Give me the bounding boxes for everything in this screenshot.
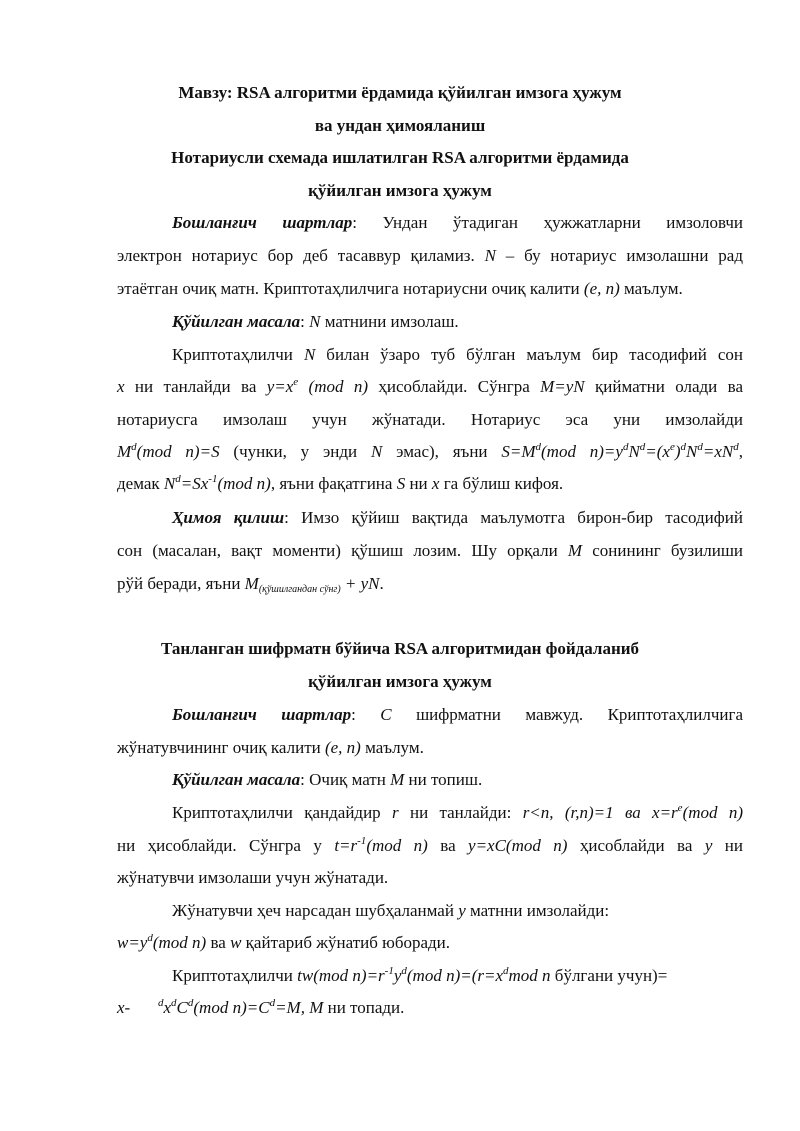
s2-para2-line2: $w=y^d(mod$ n) ва w қайтариб жўнатиб юборади. [117,932,451,952]
s1-para-line5: демак $N^d=Sx^{-1}(mod$ n), яъни фақатгина S ни x га бўлиш кифоя. [117,473,564,493]
section1-heading: Нотариусли схемада ишлатилган RSA алгоритми ёрдамида [171,148,629,167]
section2-heading: Танланган шифрматн бўйича RSA алгоритмидан фойдаланиб [160,639,640,658]
s1-conditions-line2: электрон нотариус бор деб тасаввур қиламиз. N – бу нотариус имзолашни рад [117,246,743,265]
s1-para-line2: x ни танлайди ва $y=x^e$ (mod n) ҳисоблайди. Сўнгра M=yN қийматни олади ва [117,376,743,396]
section2-heading-cont: қўйилган имзога ҳужум [308,672,492,691]
s1-para-line1: Криптотаҳлилчи N билан ўзаро туб бўлган маълум бир тасодифий сон [172,345,743,364]
s2-para-line2: ни ҳисоблайди. Сўнгра у $t=r^{-1}(mod$ n) ва y=xC(mod n) ҳисоблайди ва y ни [117,835,743,855]
s1-para-line3: нотариусга имзолаш учун жўнатади. Нотариус эса уни имзолайди [117,410,743,429]
s2-para2-line1: Жўнатувчи ҳеч нарсадан шубҳаланмай y матнни имзолайди: [172,901,610,920]
s1-conditions-line1: Бошланғич шартлар: Ундан ўтадиган ҳужжатларни имзоловчи [172,213,743,232]
s2-conditions-line2: жўнатувчининг очиқ калити (e, n) маълум. [117,738,424,757]
s2-para3-line2: $^dx^dC^d(mod$ $n)=C^d=M$, M ни топади. [158,997,405,1017]
s1-defense-line1: Ҳимоя қилиш: Имзо қўйиш вақтида маълумотга бирон-бир тасодифий [172,508,743,527]
s2-para-line1: Криптотаҳлилчи қандайдир r ни танлайди: r<n, (r,n)=1 ва $x=r^e(mod$ n) [172,802,743,822]
s2-conditions-line1: Бошланғич шартлар: C шифрматни мавжуд. Криптотаҳлилчига [172,705,743,724]
s2-para3-line1: Криптотаҳлилчи tw(mod $n)=r^{-1}y^d(mod$ $n)=(r=x^dmod$ n бўлгани учун)= [172,965,668,985]
topic-title: Мавзу: RSA алгоритми ёрдамида қўйилган имзога ҳужум [178,83,622,102]
s2-para3-line2-start: x- [117,998,131,1017]
s1-task: Қўйилган масала: N матнини имзолаш. [172,312,459,331]
s2-task: Қўйилган масала: Очиқ матн M ни топиш. [172,770,483,789]
s2-para-line3: жўнатувчи имзолаши учун жўнатади. [117,868,389,887]
s1-para-line4: $M^d(mod$ n)=S (чунки, у энди N эмас), яъни $S=M^d(mod$ $n)=y^dN^d=(x^e)^dN^d=xN^d$, [117,441,743,461]
s1-defense-line3: рўй беради, яъни $M_{(қўшилгандан сўнг)}$ + yN. [117,574,384,595]
s1-conditions-line3: этаётган очиқ матн. Криптотаҳлилчига нотариусни очиқ калити (e, n) маълум. [117,279,683,298]
section1-heading-cont: қўйилган имзога ҳужум [308,181,492,200]
s1-defense-line2: сон (масалан, вақт моменти) қўшиш лозим. Шу орқали M сонининг бузилиши [117,541,744,560]
topic-title-cont: ва ундан ҳимояланиш [314,116,486,135]
